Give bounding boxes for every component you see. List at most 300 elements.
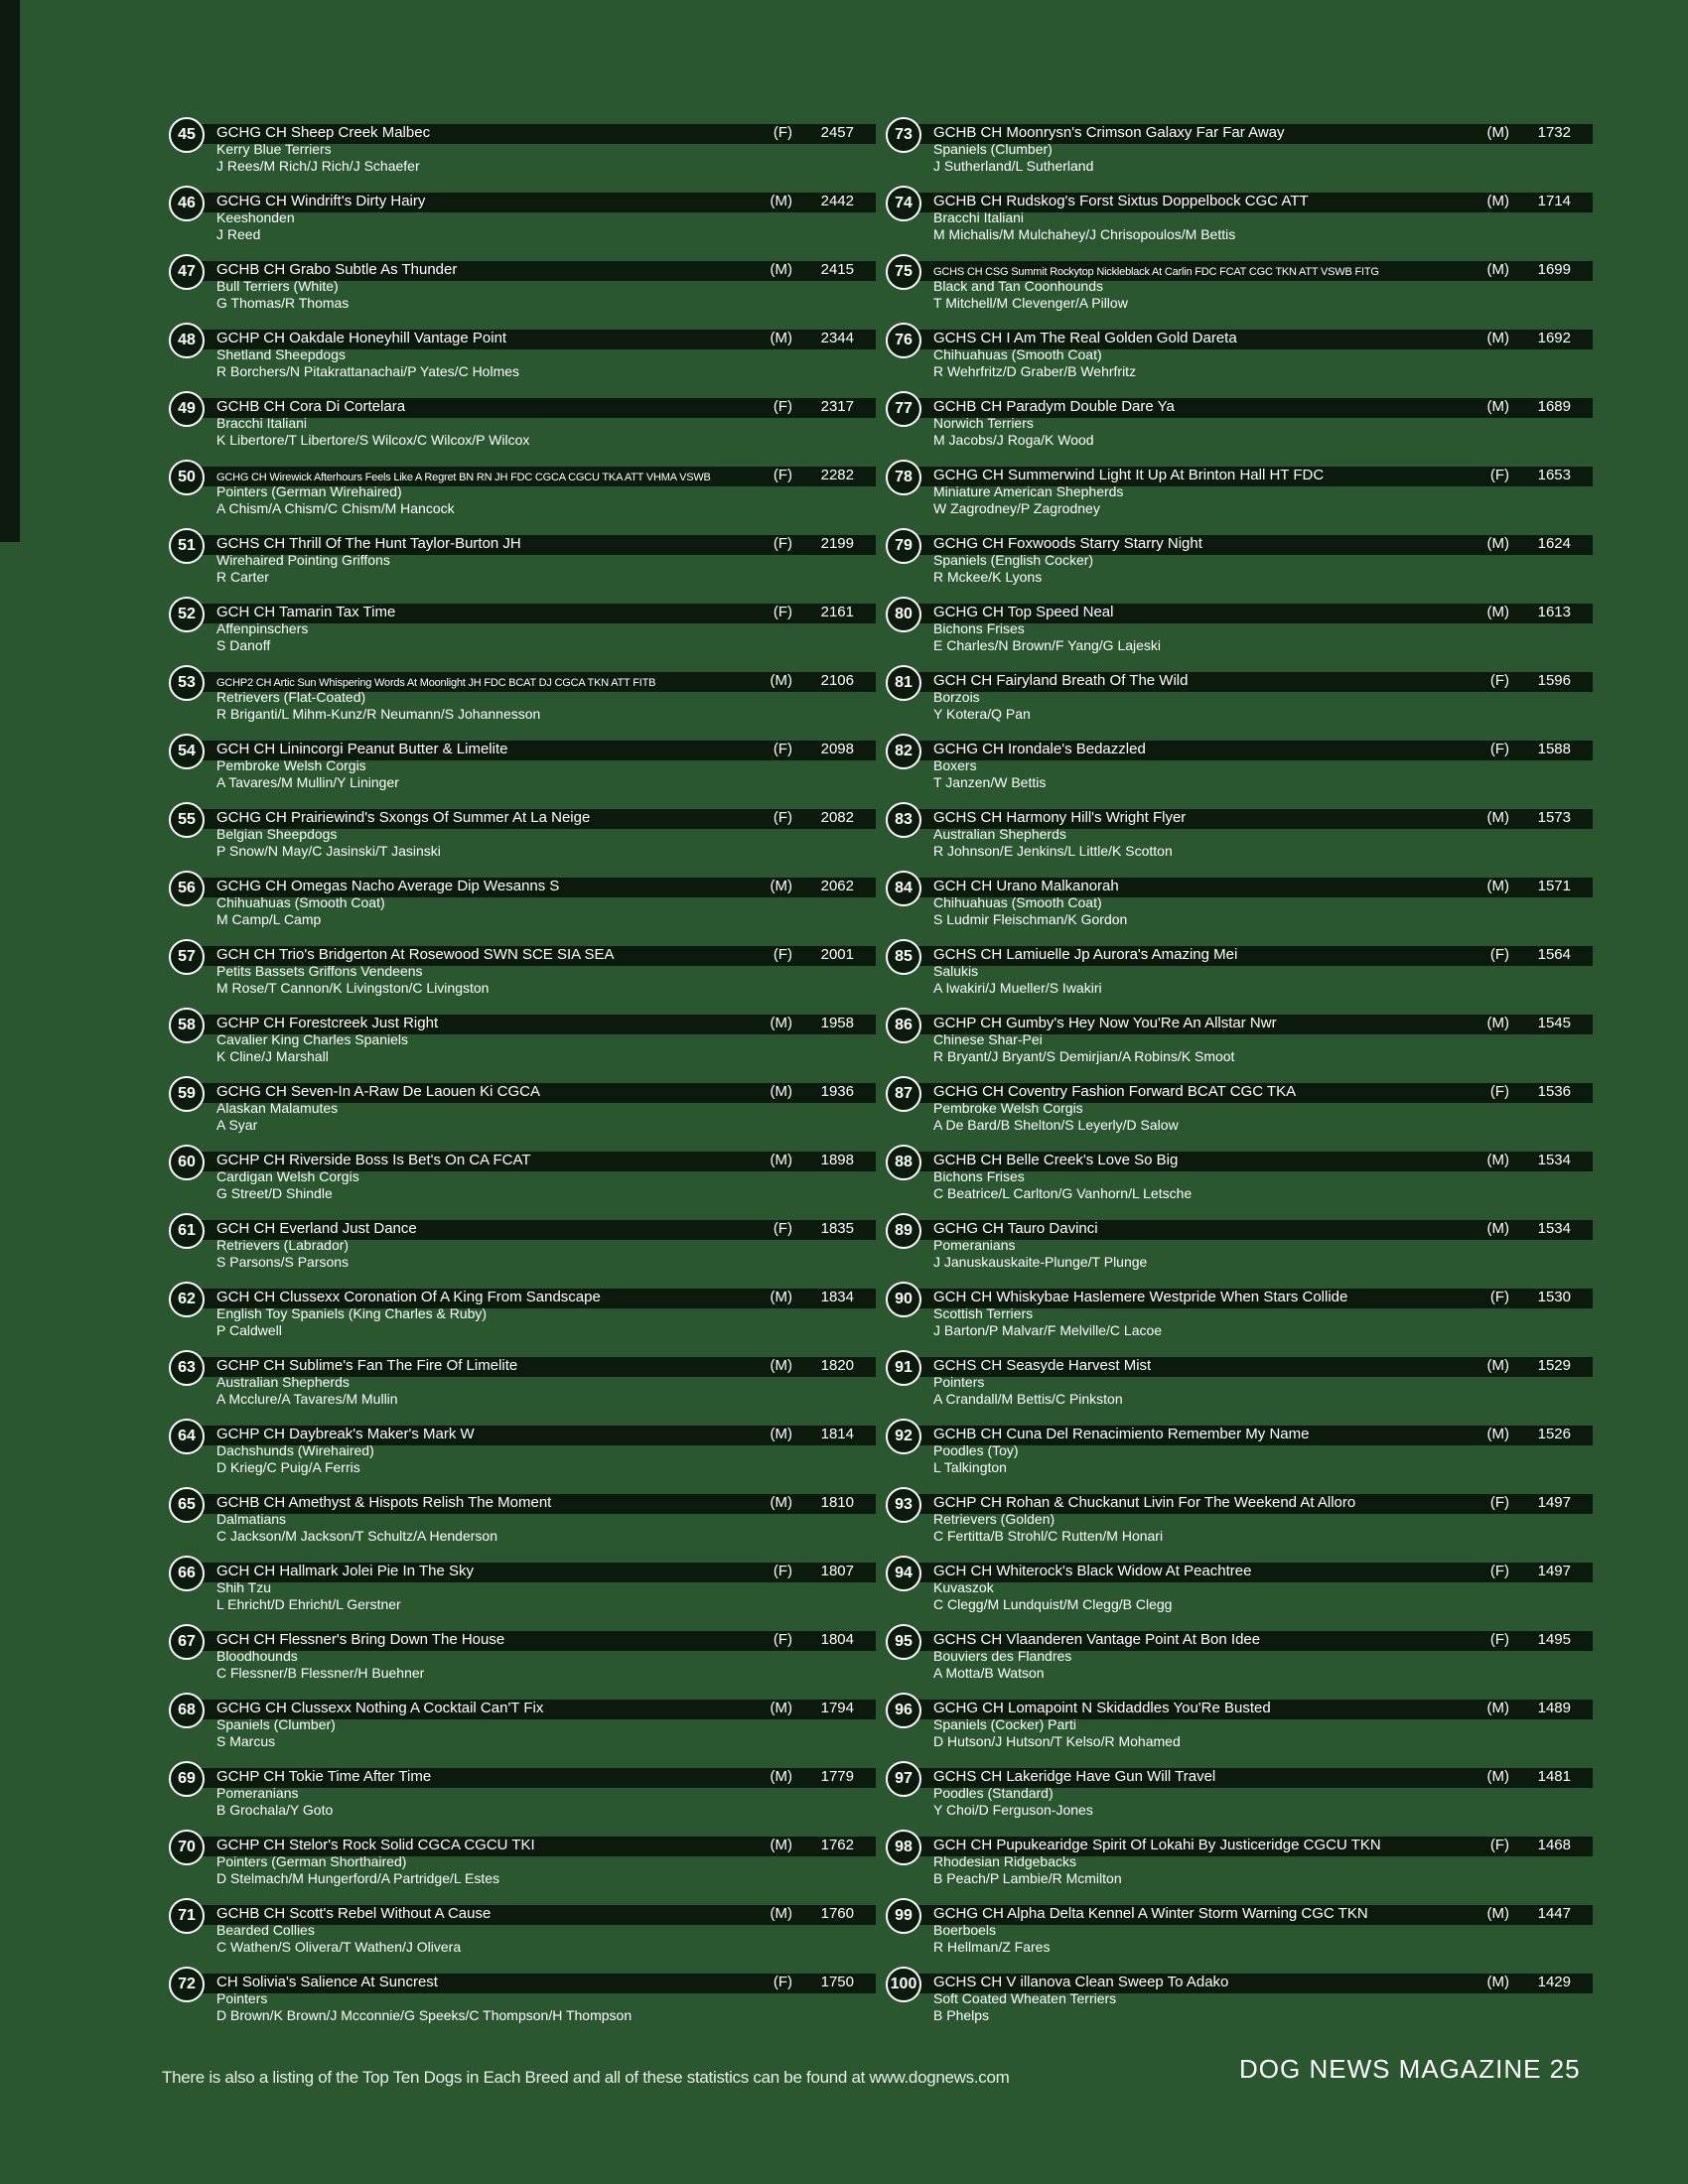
dog-points: 1814	[820, 1426, 854, 1442]
rank-badge: 100	[886, 1967, 921, 2002]
dog-breed: Alaskan Malamutes	[216, 1100, 339, 1116]
dog-owners: C Fertitta/B Strohl/C Rutten/M Honari	[933, 1528, 1164, 1544]
rank-badge: 68	[169, 1693, 205, 1728]
ranking-entry	[886, 802, 1601, 871]
ranking-entry	[169, 1008, 884, 1076]
dog-sex: (M)	[1486, 1700, 1509, 1716]
dog-breed: Bull Terriers (White)	[216, 278, 339, 294]
dog-sex: (M)	[770, 1152, 792, 1168]
dog-name: GCH CH Pupukearidge Spirit Of Lokahi By Justiceridge CGCU TKN	[933, 1837, 1381, 1853]
dog-name: GCHB CH Belle Creek's Love So Big	[933, 1152, 1179, 1168]
dog-points: 1835	[820, 1220, 854, 1237]
dog-name: GCHG CH Lomapoint N Skidaddles You'Re Busted	[933, 1700, 1271, 1716]
dog-owners: C Beatrice/L Carlton/G Vanhorn/L Letsche	[933, 1185, 1193, 1201]
dog-breed: Petits Bassets Griffons Vendeens	[216, 963, 423, 979]
rank-badge: 67	[169, 1624, 205, 1660]
dog-breed: Pomeranians	[933, 1237, 1016, 1253]
ranking-entry	[886, 1419, 1601, 1487]
ranking-entry	[169, 1487, 884, 1556]
dog-points: 1732	[1537, 124, 1571, 141]
dog-sex: (F)	[773, 124, 792, 141]
rank-badge: 56	[169, 871, 205, 906]
dog-owners: M Rose/T Cannon/K Livingston/C Livingston	[216, 980, 490, 996]
rank-badge: 45	[169, 117, 205, 153]
rank-badge: 77	[886, 391, 921, 427]
dog-breed: Poodles (Standard)	[933, 1785, 1054, 1801]
dog-breed: Pembroke Welsh Corgis	[933, 1100, 1083, 1116]
rank-badge: 81	[886, 665, 921, 701]
dog-points: 1571	[1537, 878, 1571, 894]
dog-sex: (F)	[1489, 946, 1509, 963]
ranking-entry	[169, 1761, 884, 1830]
dog-name: GCH CH Tamarin Tax Time	[216, 604, 396, 620]
dog-owners: J Rees/M Rich/J Rich/J Schaefer	[216, 158, 420, 174]
dog-name: GCHP CH Riverside Boss Is Bet's On CA FCAT	[216, 1152, 531, 1168]
dog-sex: (F)	[773, 946, 792, 963]
dog-points: 1447	[1537, 1905, 1571, 1922]
dog-owners: B Grochala/Y Goto	[216, 1802, 334, 1818]
dog-name: GCHP CH Tokie Time After Time	[216, 1768, 432, 1785]
dog-sex: (M)	[1486, 1426, 1509, 1442]
rank-badge: 71	[169, 1898, 205, 1934]
dog-owners: J Reed	[216, 226, 261, 242]
dog-sex: (M)	[1486, 1974, 1509, 1990]
dog-owners: M Michalis/M Mulchahey/J Chrisopoulos/M Bettis	[933, 226, 1236, 242]
dog-name: GCHB CH Amethyst & Hispots Relish The Moment	[216, 1494, 552, 1511]
dog-owners: G Thomas/R Thomas	[216, 295, 350, 311]
dog-breed: Chinese Shar-Pei	[933, 1031, 1043, 1047]
dog-points: 2098	[820, 741, 854, 757]
dog-points: 1653	[1537, 467, 1571, 483]
dog-breed: Pomeranians	[216, 1785, 299, 1801]
ranking-entry	[169, 1556, 884, 1624]
rank-badge: 94	[886, 1556, 921, 1591]
dog-owners: A Iwakiri/J Mueller/S Iwakiri	[933, 980, 1102, 996]
rank-badge: 52	[169, 597, 205, 632]
dog-name: GCHG CH Windrift's Dirty Hairy	[216, 193, 426, 209]
rank-badge: 69	[169, 1761, 205, 1797]
dog-sex: (M)	[1486, 398, 1509, 415]
dog-name: GCHS CH Vlaanderen Vantage Point At Bon Idee	[933, 1631, 1261, 1648]
dog-name: GCH CH Whiterock's Black Widow At Peachtree	[933, 1563, 1252, 1579]
dog-owners: R Johnson/E Jenkins/L Little/K Scotton	[933, 843, 1173, 859]
dog-owners: J Januskauskaite-Plunge/T Plunge	[933, 1254, 1148, 1270]
dog-sex: (M)	[1486, 193, 1509, 209]
dog-points: 1481	[1537, 1768, 1571, 1785]
dog-sex: (F)	[773, 1220, 792, 1237]
dog-points: 1529	[1537, 1357, 1571, 1374]
dog-sex: (M)	[1486, 330, 1509, 346]
dog-breed: Cavalier King Charles Spaniels	[216, 1031, 408, 1047]
rank-badge: 60	[169, 1145, 205, 1180]
dog-breed: Black and Tan Coonhounds	[933, 278, 1103, 294]
dog-name: GCHP CH Gumby's Hey Now You'Re An Allstar Nwr	[933, 1015, 1277, 1031]
dog-sex: (F)	[773, 1974, 792, 1990]
ranking-entry	[886, 1898, 1601, 1967]
dog-breed: Retrievers (Golden)	[933, 1511, 1055, 1527]
dog-name: GCH CH Trio's Bridgerton At Rosewood SWN SCE SIA SEA	[216, 946, 615, 963]
dog-points: 2001	[820, 946, 854, 963]
dog-breed: Scottish Terriers	[933, 1305, 1034, 1321]
dog-points: 1762	[820, 1837, 854, 1853]
dog-name: GCHG CH Wirewick Afterhours Feels Like A Regret BN RN JH FDC CGCA CGCU TKA ATT VHMA VSWB	[216, 472, 711, 483]
rank-badge: 89	[886, 1213, 921, 1249]
ranking-entry	[886, 117, 1601, 186]
dog-owners: G Street/D Shindle	[216, 1185, 333, 1201]
ranking-entry	[169, 117, 884, 186]
ranking-entry	[886, 1350, 1601, 1419]
dog-sex: (F)	[773, 467, 792, 483]
dog-name: GCHB CH Rudskog's Forst Sixtus Doppelbock CGC ATT	[933, 193, 1309, 209]
dog-points: 1573	[1537, 809, 1571, 826]
dog-breed: Retrievers (Labrador)	[216, 1237, 350, 1253]
dog-name: GCHG CH Foxwoods Starry Starry Night	[933, 535, 1202, 552]
rank-badge: 90	[886, 1282, 921, 1317]
ranking-entry	[169, 802, 884, 871]
dog-points: 1564	[1537, 946, 1571, 963]
dog-points: 2317	[820, 398, 854, 415]
dog-name: GCHP CH Forestcreek Just Right	[216, 1015, 439, 1031]
ranking-entry	[886, 1556, 1601, 1624]
ranking-entry	[886, 1693, 1601, 1761]
rank-badge: 85	[886, 939, 921, 975]
dog-points: 2199	[820, 535, 854, 552]
dog-owners: Y Kotera/Q Pan	[933, 706, 1031, 722]
dog-breed: Bichons Frises	[933, 620, 1025, 636]
rank-badge: 46	[169, 186, 205, 221]
rank-badge: 93	[886, 1487, 921, 1523]
dog-name: GCHG CH Sheep Creek Malbec	[216, 124, 431, 141]
rank-badge: 73	[886, 117, 921, 153]
dog-breed: Chihuahuas (Smooth Coat)	[933, 346, 1102, 362]
dog-breed: Australian Shepherds	[933, 826, 1066, 842]
dog-name: GCHS CH Lamiuelle Jp Aurora's Amazing Mei	[933, 946, 1238, 963]
dog-breed: Spaniels (Clumber)	[933, 141, 1053, 157]
dog-points: 1489	[1537, 1700, 1571, 1716]
dog-points: 1807	[820, 1563, 854, 1579]
dog-sex: (M)	[1486, 1152, 1509, 1168]
dog-breed: Affenpinschers	[216, 620, 309, 636]
dog-owners: S Marcus	[216, 1733, 276, 1749]
dog-owners: R Borchers/N Pitakrattanachai/P Yates/C Holmes	[216, 363, 520, 379]
dog-points: 1750	[820, 1974, 854, 1990]
dog-breed: Kuvaszok	[933, 1579, 994, 1595]
dog-owners: A Chism/A Chism/C Chism/M Hancock	[216, 500, 455, 516]
ranking-entry	[886, 1145, 1601, 1213]
dog-points: 1429	[1537, 1974, 1571, 1990]
dog-breed: Pointers (German Shorthaired)	[216, 1853, 407, 1869]
dog-owners: A Motta/B Watson	[933, 1665, 1045, 1681]
dog-points: 2457	[820, 124, 854, 141]
dog-owners: K Libertore/T Libertore/S Wilcox/C Wilcox/P Wilcox	[216, 432, 530, 448]
dog-sex: (M)	[770, 1768, 792, 1785]
dog-points: 1588	[1537, 741, 1571, 757]
dog-breed: Bracchi Italiani	[933, 209, 1025, 225]
dog-points: 1958	[820, 1015, 854, 1031]
dog-name: GCHG CH Omegas Nacho Average Dip Wesanns S	[216, 878, 560, 894]
dog-points: 1495	[1537, 1631, 1571, 1648]
ranking-entry	[886, 1830, 1601, 1898]
rank-badge: 84	[886, 871, 921, 906]
dog-name: GCHB CH Cora Di Cortelara	[216, 398, 406, 415]
dog-sex: (M)	[770, 672, 792, 689]
dog-points: 1624	[1537, 535, 1571, 552]
ranking-entry	[169, 1350, 884, 1419]
rank-badge: 54	[169, 734, 205, 769]
ranking-entry	[886, 1213, 1601, 1282]
dog-points: 1898	[820, 1152, 854, 1168]
ranking-entry	[886, 391, 1601, 460]
dog-name: GCHS CH Seasyde Harvest Mist	[933, 1357, 1152, 1374]
dog-sex: (M)	[770, 330, 792, 346]
dog-name: GCHS CH V illanova Clean Sweep To Adako	[933, 1974, 1229, 1990]
dog-points: 2344	[820, 330, 854, 346]
dog-name: CH Solivia's Salience At Suncrest	[216, 1974, 438, 1990]
ranking-entry	[169, 1693, 884, 1761]
dog-owners: L Ehricht/D Ehricht/L Gerstner	[216, 1596, 401, 1612]
dog-sex: (M)	[770, 1494, 792, 1511]
dog-sex: (M)	[1486, 1015, 1509, 1031]
dog-name: GCHB CH Cuna Del Renacimiento Remember My Name	[933, 1426, 1310, 1442]
ranking-entry	[169, 1213, 884, 1282]
dog-points: 1526	[1537, 1426, 1571, 1442]
dog-name: GCH CH Whiskybae Haslemere Westpride When Stars Collide	[933, 1289, 1348, 1305]
ranking-entry	[886, 254, 1601, 323]
dog-name: GCHS CH I Am The Real Golden Gold Dareta	[933, 330, 1237, 346]
dog-name: GCHP CH Rohan & Chuckanut Livin For The Weekend At Alloro	[933, 1494, 1356, 1511]
footer-note: There is also a listing of the Top Ten Dogs in Each Breed and all of these statistics can be found at www.dognews.com	[162, 2068, 1010, 2087]
ranking-entry	[169, 1076, 884, 1145]
dog-sex: (F)	[773, 1563, 792, 1579]
dog-sex: (M)	[1486, 1905, 1509, 1922]
dog-points: 1596	[1537, 672, 1571, 689]
dog-owners: K Cline/J Marshall	[216, 1048, 329, 1064]
dog-name: GCHS CH Lakeridge Have Gun Will Travel	[933, 1768, 1216, 1785]
dog-breed: Bichons Frises	[933, 1168, 1025, 1184]
dog-sex: (F)	[1489, 741, 1509, 757]
rank-badge: 83	[886, 802, 921, 838]
dog-breed: Chihuahuas (Smooth Coat)	[933, 894, 1102, 910]
dog-sex: (M)	[1486, 535, 1509, 552]
ranking-entry	[886, 734, 1601, 802]
dog-owners: R Hellman/Z Fares	[933, 1939, 1051, 1955]
dog-owners: R Briganti/L Mihm-Kunz/R Neumann/S Johannesson	[216, 706, 541, 722]
rank-badge: 66	[169, 1556, 205, 1591]
dog-points: 1810	[820, 1494, 854, 1511]
dog-owners: R Mckee/K Lyons	[933, 569, 1043, 585]
dog-points: 2442	[820, 193, 854, 209]
dog-breed: Bloodhounds	[216, 1648, 298, 1664]
dog-sex: (M)	[770, 1083, 792, 1100]
rank-badge: 58	[169, 1008, 205, 1043]
dog-breed: Boxers	[933, 757, 977, 773]
dog-sex: (F)	[773, 398, 792, 415]
dog-sex: (M)	[1486, 809, 1509, 826]
dog-sex: (M)	[770, 193, 792, 209]
dog-name: GCHP2 CH Artic Sun Whispering Words At Moonlight JH FDC BCAT DJ CGCA TKN ATT FITB	[216, 677, 656, 689]
rank-badge: 78	[886, 460, 921, 495]
dog-owners: A Mcclure/A Tavares/M Mullin	[216, 1391, 398, 1407]
rank-badge: 64	[169, 1419, 205, 1454]
dog-sex: (M)	[770, 1905, 792, 1922]
rankings-column-left	[169, 117, 884, 2035]
dog-owners: L Talkington	[933, 1459, 1007, 1475]
dog-owners: A De Bard/B Shelton/S Leyerly/D Salow	[933, 1117, 1179, 1133]
rank-badge: 95	[886, 1624, 921, 1660]
dog-owners: P Caldwell	[216, 1322, 282, 1338]
rank-badge: 99	[886, 1898, 921, 1934]
ranking-entry	[169, 1419, 884, 1487]
dog-sex: (M)	[1486, 1220, 1509, 1237]
dog-points: 2106	[820, 672, 854, 689]
ranking-entry	[169, 1145, 884, 1213]
dog-name: GCHG CH Top Speed Neal	[933, 604, 1114, 620]
dog-points: 1536	[1537, 1083, 1571, 1100]
ranking-entry	[886, 597, 1601, 665]
ranking-entry	[886, 1487, 1601, 1556]
dog-points: 1689	[1537, 398, 1571, 415]
dog-sex: (F)	[1489, 1083, 1509, 1100]
ranking-entry	[169, 734, 884, 802]
dog-owners: E Charles/N Brown/F Yang/G Lajeski	[933, 637, 1162, 653]
rank-badge: 47	[169, 254, 205, 290]
rank-badge: 79	[886, 528, 921, 564]
dog-sex: (M)	[770, 1426, 792, 1442]
dog-points: 2082	[820, 809, 854, 826]
dog-breed: Spaniels (Cocker) Parti	[933, 1716, 1076, 1732]
dog-owners: C Wathen/S Olivera/T Wathen/J Olivera	[216, 1939, 462, 1955]
dog-name: GCHG CH Clussexx Nothing A Cocktail Can'T Fix	[216, 1700, 544, 1716]
dog-name: GCHP CH Stelor's Rock Solid CGCA CGCU TKI	[216, 1837, 535, 1853]
rank-badge: 50	[169, 460, 205, 495]
dog-breed: Soft Coated Wheaten Terriers	[933, 1990, 1117, 2006]
left-edge-strip	[0, 0, 20, 542]
dog-owners: S Parsons/S Parsons	[216, 1254, 350, 1270]
dog-points: 1692	[1537, 330, 1571, 346]
rank-badge: 62	[169, 1282, 205, 1317]
ranking-entry	[886, 871, 1601, 939]
dog-breed: Bearded Collies	[216, 1922, 315, 1938]
rank-badge: 76	[886, 323, 921, 358]
rank-badge: 91	[886, 1350, 921, 1386]
dog-owners: M Camp/L Camp	[216, 911, 322, 927]
dog-owners: T Mitchell/M Clevenger/A Pillow	[933, 295, 1128, 311]
dog-breed: English Toy Spaniels (King Charles & Ruby)	[216, 1305, 488, 1321]
ranking-entry	[169, 871, 884, 939]
dog-sex: (F)	[773, 604, 792, 620]
dog-points: 1545	[1537, 1015, 1571, 1031]
dog-points: 1468	[1537, 1837, 1571, 1853]
dog-breed: Spaniels (English Cocker)	[933, 552, 1094, 568]
rank-badge: 59	[169, 1076, 205, 1112]
dog-points: 1936	[820, 1083, 854, 1100]
dog-owners: M Jacobs/J Roga/K Wood	[933, 432, 1094, 448]
dog-points: 1699	[1537, 261, 1571, 278]
dog-points: 1534	[1537, 1152, 1571, 1168]
dog-points: 1530	[1537, 1289, 1571, 1305]
ranking-entry	[169, 1830, 884, 1898]
dog-name: GCH CH Flessner's Bring Down The House	[216, 1631, 505, 1648]
dog-name: GCHS CH Harmony Hill's Wright Flyer	[933, 809, 1187, 826]
dog-name: GCHS CH CSG Summit Rockytop Nickleblack At Carlin FDC FCAT CGC TKN ATT VSWB FITG	[933, 266, 1379, 278]
dog-owners: B Peach/P Lambie/R Mcmilton	[933, 1870, 1122, 1886]
ranking-entry	[169, 1624, 884, 1693]
dog-name: GCHG CH Tauro Davinci	[933, 1220, 1098, 1237]
dog-sex: (F)	[1489, 1563, 1509, 1579]
dog-owners: D Krieg/C Puig/A Ferris	[216, 1459, 360, 1475]
dog-owners: C Jackson/M Jackson/T Schultz/A Henderson	[216, 1528, 497, 1544]
dog-owners: T Janzen/W Bettis	[933, 774, 1047, 790]
rank-badge: 74	[886, 186, 921, 221]
dog-points: 1534	[1537, 1220, 1571, 1237]
dog-owners: Y Choi/D Ferguson-Jones	[933, 1802, 1093, 1818]
ranking-entry	[886, 1967, 1601, 2035]
ranking-entry	[169, 323, 884, 391]
dog-points: 1779	[820, 1768, 854, 1785]
dog-name: GCHG CH Coventry Fashion Forward BCAT CGC TKA	[933, 1083, 1297, 1100]
dog-owners: R Carter	[216, 569, 269, 585]
dog-breed: Rhodesian Ridgebacks	[933, 1853, 1076, 1869]
dog-breed: Pointers	[216, 1990, 268, 2006]
dog-name: GCHG CH Seven-In A-Raw De Laouen Ki CGCA	[216, 1083, 540, 1100]
dog-name: GCHS CH Thrill Of The Hunt Taylor-Burton JH	[216, 535, 521, 552]
dog-breed: Pembroke Welsh Corgis	[216, 757, 366, 773]
dog-sex: (M)	[1486, 1768, 1509, 1785]
dog-points: 2062	[820, 878, 854, 894]
dog-owners: S Ludmir Fleischman/K Gordon	[933, 911, 1128, 927]
dog-breed: Poodles (Toy)	[933, 1442, 1019, 1458]
dog-points: 1613	[1537, 604, 1571, 620]
ranking-entry	[169, 254, 884, 323]
dog-breed: Australian Shepherds	[216, 1374, 350, 1390]
rank-badge: 48	[169, 323, 205, 358]
ranking-entry	[169, 1967, 884, 2035]
dog-owners: D Hutson/J Hutson/T Kelso/R Mohamed	[933, 1733, 1181, 1749]
dog-points: 1834	[820, 1289, 854, 1305]
rank-badge: 61	[169, 1213, 205, 1249]
dog-breed: Borzois	[933, 689, 980, 705]
ranking-entry	[169, 391, 884, 460]
dog-sex: (F)	[1489, 1837, 1509, 1853]
rank-badge: 88	[886, 1145, 921, 1180]
dog-breed: Keeshonden	[216, 209, 295, 225]
dog-owners: C Clegg/M Lundquist/M Clegg/B Clegg	[933, 1596, 1173, 1612]
ranking-entry	[169, 665, 884, 734]
dog-name: GCHB CH Moonrysn's Crimson Galaxy Far Far Away	[933, 124, 1285, 141]
dog-sex: (F)	[1489, 1494, 1509, 1511]
dog-breed: Pointers	[933, 1374, 985, 1390]
dog-name: GCH CH Fairyland Breath Of The Wild	[933, 672, 1189, 689]
rank-badge: 53	[169, 665, 205, 701]
dog-owners: W Zagrodney/P Zagrodney	[933, 500, 1100, 516]
rank-badge: 92	[886, 1419, 921, 1454]
dog-breed: Kerry Blue Terriers	[216, 141, 332, 157]
rank-badge: 49	[169, 391, 205, 427]
dog-sex: (F)	[773, 809, 792, 826]
dog-sex: (M)	[770, 1700, 792, 1716]
dog-points: 1820	[820, 1357, 854, 1374]
dog-owners: J Sutherland/L Sutherland	[933, 158, 1094, 174]
dog-owners: B Phelps	[933, 2007, 990, 2023]
dog-owners: C Flessner/B Flessner/H Buehner	[216, 1665, 425, 1681]
dog-name: GCHP CH Sublime's Fan The Fire Of Limelite	[216, 1357, 518, 1374]
dog-owners: S Danoff	[216, 637, 271, 653]
dog-name: GCHG CH Prairiewind's Sxongs Of Summer At La Neige	[216, 809, 591, 826]
rank-badge: 55	[169, 802, 205, 838]
rank-badge: 98	[886, 1830, 921, 1865]
dog-breed: Norwich Terriers	[933, 415, 1034, 431]
dog-breed: Belgian Sheepdogs	[216, 826, 338, 842]
